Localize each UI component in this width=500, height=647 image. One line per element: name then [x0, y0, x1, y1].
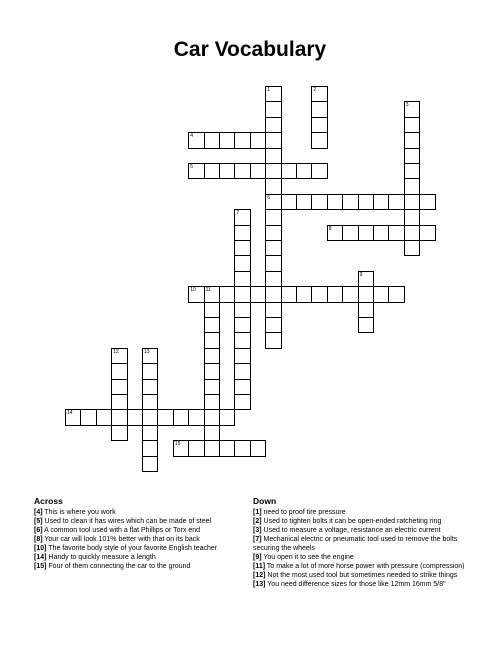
down-heading: Down [253, 496, 277, 506]
grid-cell[interactable] [404, 117, 420, 133]
grid-cell[interactable] [188, 440, 204, 456]
grid-cell[interactable] [388, 286, 404, 302]
grid-cell[interactable] [358, 286, 374, 302]
grid-cell[interactable] [219, 132, 235, 148]
grid-cell[interactable] [111, 379, 127, 395]
grid-cell[interactable] [188, 286, 204, 302]
grid-cell[interactable] [219, 409, 235, 425]
grid-cell[interactable] [404, 178, 420, 194]
grid-cell[interactable] [142, 394, 158, 410]
grid-cell[interactable] [234, 394, 250, 410]
grid-cell[interactable] [311, 163, 327, 179]
clue-down-7: [7] Mechanical electric or pneumatic tool used to remove the bolts securing the wheels [253, 536, 458, 552]
grid-cell[interactable] [111, 348, 127, 364]
grid-cell[interactable] [234, 225, 250, 241]
grid-cell[interactable] [234, 286, 250, 302]
grid-cell[interactable] [157, 409, 173, 425]
clue-number: 12 [113, 348, 119, 355]
grid-cell[interactable] [404, 132, 420, 148]
clue-number: 4 [190, 133, 193, 140]
grid-cell[interactable] [111, 425, 127, 441]
grid-cell[interactable] [281, 194, 297, 210]
grid-cell[interactable] [142, 409, 158, 425]
grid-cell[interactable] [296, 194, 312, 210]
clue-number: 14 [67, 410, 73, 417]
down-clues [253, 496, 466, 589]
grid-cell[interactable] [373, 194, 389, 210]
grid-cell[interactable] [142, 363, 158, 379]
grid-cell[interactable] [358, 225, 374, 241]
grid-cell[interactable] [327, 286, 343, 302]
grid-cell[interactable] [265, 286, 281, 302]
grid-cell[interactable] [234, 348, 250, 364]
grid-cell[interactable] [96, 409, 112, 425]
grid-cell[interactable] [234, 332, 250, 348]
clue-down-2: [2] Used to tighten bolts it can be open-ended ratcheting ring [253, 518, 442, 525]
grid-cell[interactable] [204, 348, 220, 364]
grid-cell[interactable] [342, 286, 358, 302]
grid-cell[interactable] [234, 240, 250, 256]
grid-cell[interactable] [265, 163, 281, 179]
clue-across-5: [5] Used to clean it has wires which can be made of steel [34, 518, 212, 525]
grid-cell[interactable] [281, 286, 297, 302]
clue-number: 1 [267, 87, 270, 93]
across-clues [34, 496, 239, 571]
grid-cell[interactable] [265, 148, 281, 164]
grid-cell[interactable] [204, 332, 220, 348]
grid-cell[interactable] [342, 225, 358, 241]
grid-cell[interactable] [111, 409, 127, 425]
grid-cell[interactable] [204, 163, 220, 179]
grid-cell[interactable] [404, 148, 420, 164]
grid-cell[interactable] [80, 409, 96, 425]
grid-cell[interactable] [265, 271, 281, 287]
clue-down-9: [9] You open it to see the engine [253, 554, 354, 561]
grid-cell[interactable] [404, 101, 420, 117]
clue-number: 13 [144, 348, 150, 355]
across-heading: Across [34, 496, 63, 506]
grid-cell[interactable] [265, 101, 281, 117]
grid-cell[interactable] [142, 348, 158, 364]
grid-cell[interactable] [404, 209, 420, 225]
grid-cell[interactable] [234, 255, 250, 271]
grid-cell[interactable] [127, 409, 143, 425]
clue-number: 2 [313, 87, 317, 93]
grid-cell[interactable] [142, 440, 158, 456]
grid-cell[interactable] [419, 225, 435, 241]
clue-number: 3 [405, 102, 409, 109]
grid-cell[interactable] [404, 194, 420, 210]
grid-cell[interactable] [65, 409, 81, 425]
grid-cell[interactable] [234, 363, 250, 379]
grid-cell[interactable] [234, 440, 250, 456]
grid-cell[interactable] [327, 225, 343, 241]
grid-cell[interactable] [265, 317, 281, 333]
clue-number: 7 [236, 210, 240, 217]
clue-number: 6 [267, 194, 270, 201]
grid-cell[interactable] [265, 240, 281, 256]
grid-cell[interactable] [234, 317, 250, 333]
grid-cell[interactable] [265, 225, 281, 241]
grid-cell[interactable] [219, 440, 235, 456]
clue-down-11: [11] To make a lot of more horse power with pressure (compression) [253, 563, 465, 570]
grid-cell[interactable] [111, 363, 127, 379]
grid-cell[interactable] [265, 117, 281, 133]
grid-cell[interactable] [204, 440, 220, 456]
grid-cell[interactable] [204, 425, 220, 441]
clue-across-15: [15] Four of them connecting the car to the ground [34, 563, 191, 570]
grid-cell[interactable] [234, 132, 250, 148]
grid-cell[interactable] [142, 379, 158, 395]
clue-number: 9 [359, 271, 363, 278]
grid-cell[interactable] [265, 178, 281, 194]
grid-cell[interactable] [373, 225, 389, 241]
grid-cell[interactable] [311, 86, 327, 102]
grid-cell[interactable] [250, 132, 266, 148]
grid-cell[interactable] [388, 194, 404, 210]
grid-cell[interactable] [265, 332, 281, 348]
grid-cell[interactable] [265, 302, 281, 318]
grid-cell[interactable] [204, 317, 220, 333]
grid-cell[interactable] [265, 255, 281, 271]
clue-across-14: [14] Handy to quickly measure a length [34, 554, 156, 561]
grid-cell[interactable] [327, 194, 343, 210]
grid-cell[interactable] [265, 209, 281, 225]
grid-cell[interactable] [204, 286, 220, 302]
grid-cell[interactable] [250, 440, 266, 456]
clue-number: 5 [190, 164, 193, 170]
grid-cell[interactable] [404, 225, 420, 241]
grid-cell[interactable] [142, 425, 158, 441]
grid-cell[interactable] [358, 194, 374, 210]
clue-across-10: [10] The favorite body style of your favorite English teacher [34, 545, 218, 552]
grid-cell[interactable] [311, 101, 327, 117]
grid-cell[interactable] [173, 440, 189, 456]
grid-cell[interactable] [419, 194, 435, 210]
grid-cell[interactable] [404, 163, 420, 179]
clue-across-4: [4] This is where you work [34, 509, 116, 516]
grid-cell[interactable] [311, 132, 327, 148]
grid-cell[interactable] [111, 394, 127, 410]
grid-cell[interactable] [234, 163, 250, 179]
grid-cell[interactable] [204, 379, 220, 395]
clue-number: 8 [328, 225, 332, 232]
grid-cell[interactable] [188, 409, 204, 425]
grid-cell[interactable] [204, 394, 220, 410]
clue-across-8: [8] Your car will look 101% better with that on its back [34, 536, 200, 543]
grid-cell[interactable] [358, 271, 374, 287]
grid-cell[interactable] [281, 163, 297, 179]
grid-cell[interactable] [204, 302, 220, 318]
grid-cell[interactable] [311, 117, 327, 133]
grid-cell[interactable] [250, 163, 266, 179]
clue-across-6: [6] A common tool used with a flat Phillips or Torx end [34, 527, 201, 534]
clue-number: 10 [190, 287, 196, 294]
grid-cell[interactable] [204, 363, 220, 379]
grid-cell[interactable] [342, 194, 358, 210]
grid-cell[interactable] [311, 194, 327, 210]
grid-cell[interactable] [265, 132, 281, 148]
clue-down-13: [13] You need difference sizes for those like 12mm 16mm 5/8" [253, 581, 446, 588]
grid-cell[interactable] [234, 209, 250, 225]
clue-number: 15 [174, 441, 181, 448]
grid-cell[interactable] [265, 194, 281, 210]
grid-cell[interactable] [296, 163, 312, 179]
clue-down-12: [12] Not the most used tool but sometimes needed to strike things [253, 572, 458, 579]
grid-cell[interactable] [204, 132, 220, 148]
grid-cell[interactable] [234, 379, 250, 395]
grid-cell[interactable] [373, 286, 389, 302]
grid-cell[interactable] [188, 163, 204, 179]
clue-down-3: [3] Used to measure a voltage, resistance an electric current [253, 527, 441, 534]
grid-cell[interactable] [388, 225, 404, 241]
grid-cell[interactable] [219, 286, 235, 302]
grid-cell[interactable] [234, 302, 250, 318]
grid-cell[interactable] [404, 240, 420, 256]
grid-cell[interactable] [234, 271, 250, 287]
grid-cell[interactable] [296, 286, 312, 302]
grid-cell[interactable] [358, 302, 374, 318]
grid-cell[interactable] [311, 286, 327, 302]
clue-number: 11 [205, 287, 211, 294]
grid-cell[interactable] [173, 409, 189, 425]
grid-cell[interactable] [358, 317, 374, 333]
grid-cell[interactable] [142, 456, 158, 472]
grid-cell[interactable] [204, 409, 220, 425]
grid-cell[interactable] [219, 163, 235, 179]
clue-down-1: [1] need to proof tire pressure [253, 509, 346, 516]
grid-cell[interactable] [265, 86, 281, 102]
grid-cell[interactable] [188, 132, 204, 148]
grid-cell[interactable] [250, 286, 266, 302]
puzzle-title: Car Vocabulary [173, 38, 327, 61]
